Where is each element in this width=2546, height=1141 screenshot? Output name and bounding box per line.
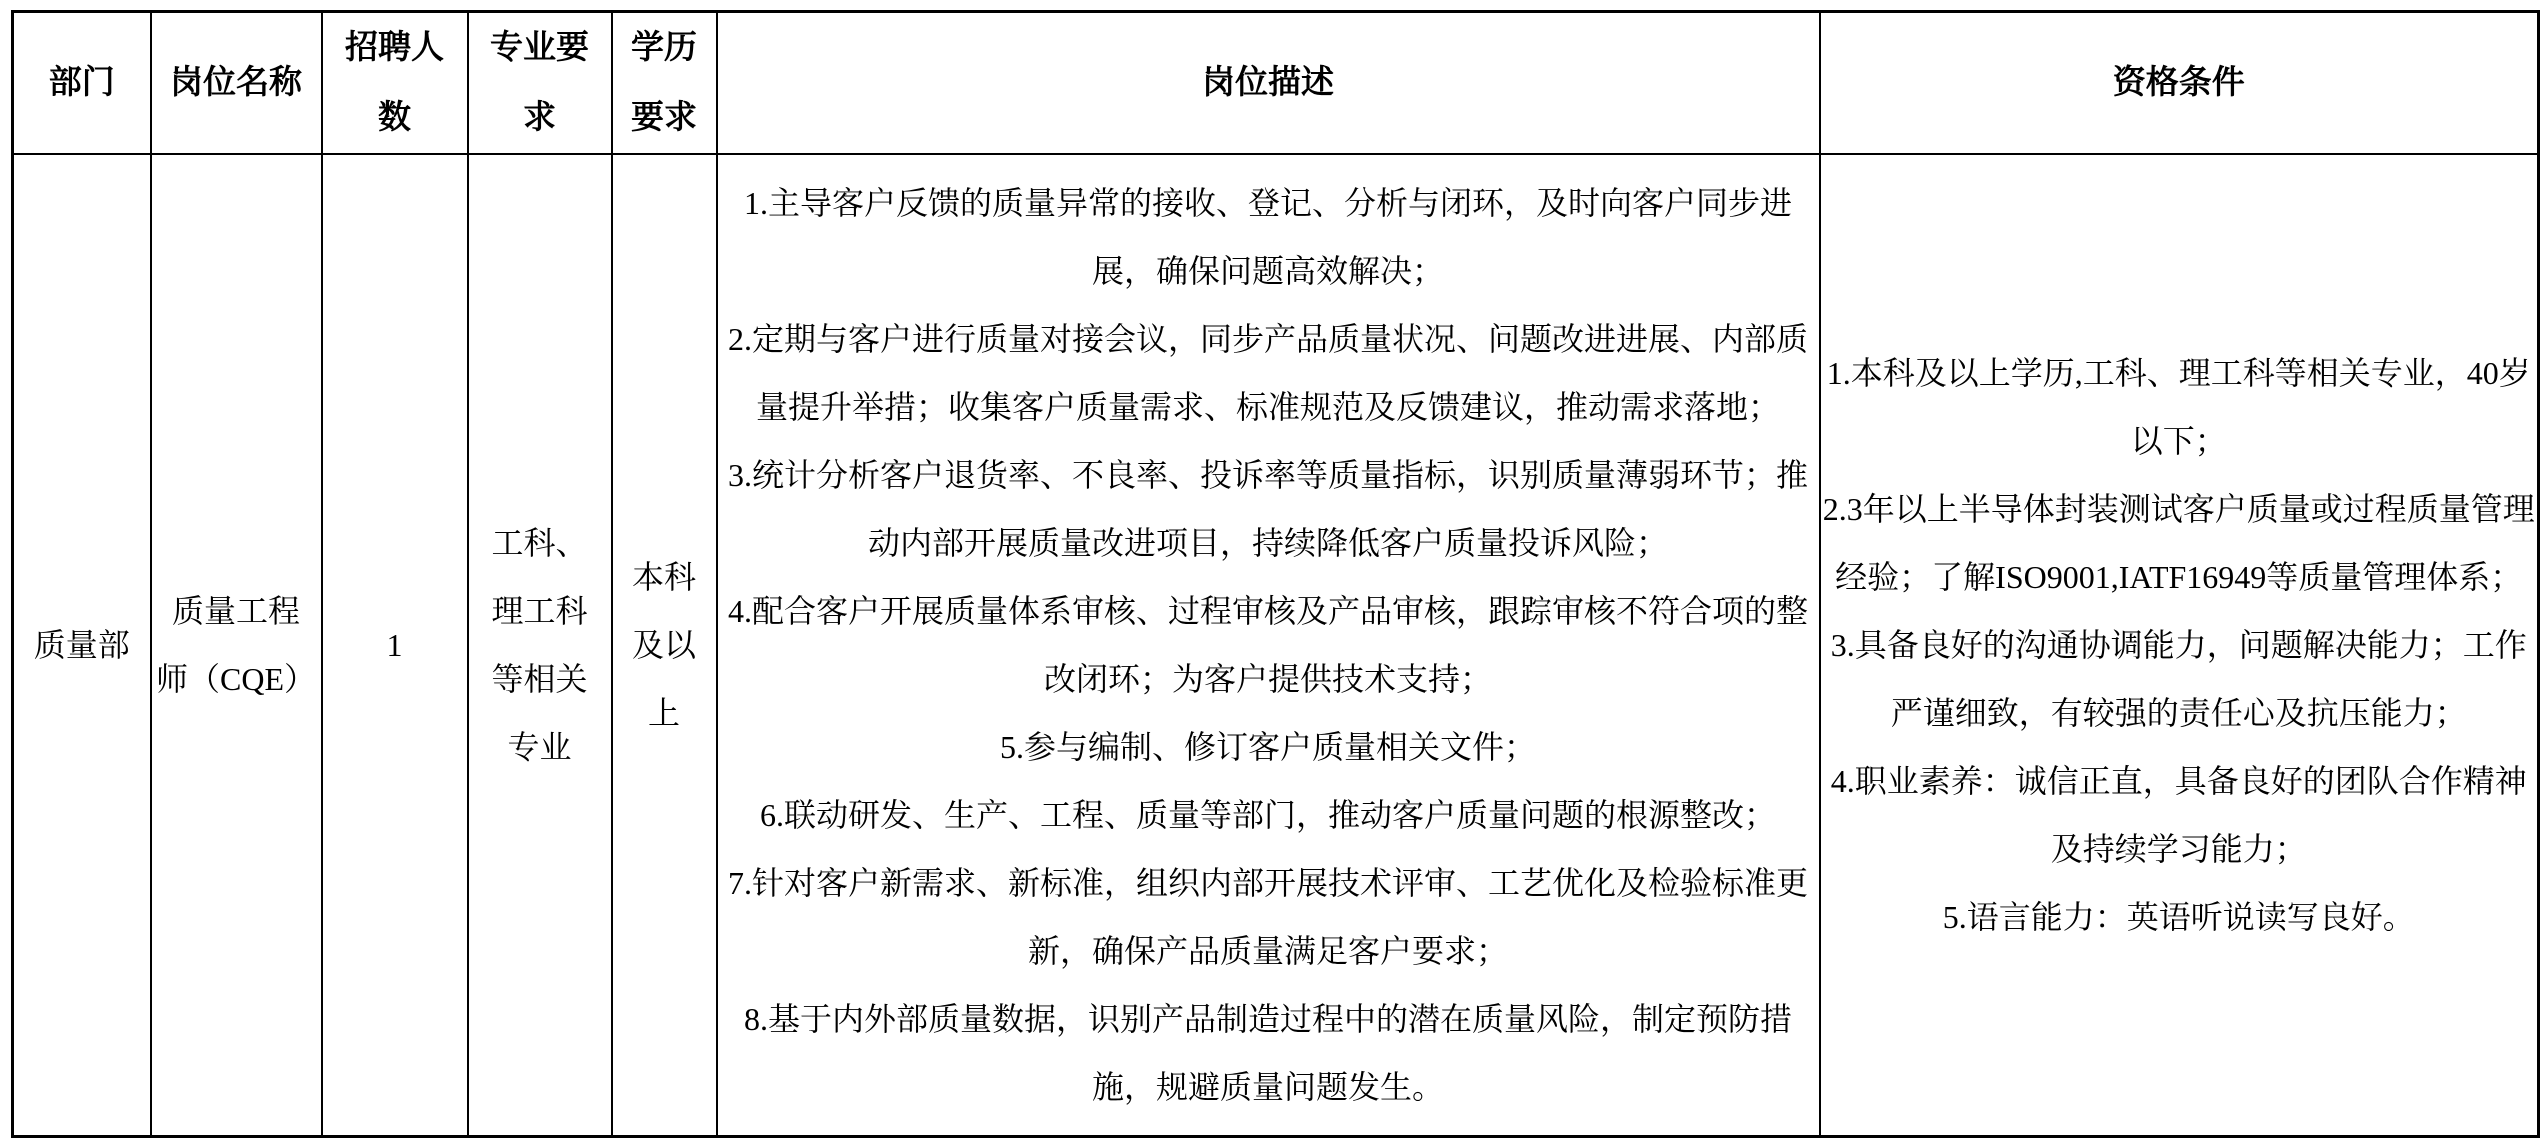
job-description-item: 6.联动研发、生产、工程、质量等部门，推动客户质量问题的根源整改；: [759, 797, 1776, 833]
job-description-item: 4.配合客户开展质量体系审核、过程审核及产品审核，跟踪审核不符合项的整改闭环；为客户提供技术支持；: [727, 593, 1808, 697]
job-description-item: 8.基于内外部质量数据，识别产品制造过程中的潜在质量风险，制定预防措施，规避质量问题发生。: [743, 1001, 1792, 1105]
header-department: [13, 12, 151, 155]
header-education: [612, 12, 717, 155]
header-education-label: 学历 要求: [631, 30, 697, 136]
recruitment-table: [11, 10, 2540, 1138]
qualification-item: 5.语言能力：英语听说读写良好。: [1942, 899, 2415, 935]
cell-qualifications: [1820, 154, 2539, 1137]
cell-department: [13, 154, 151, 1137]
cell-position: [151, 154, 322, 1137]
job-description-item: 1.主导客户反馈的质量异常的接收、登记、分析与闭环，及时向客户同步进展，确保问题高效解决；: [743, 185, 1792, 289]
qualification-item: 1.本科及以上学历,工科、理工科等相关专业，40岁以下；: [1826, 355, 2531, 459]
cell-headcount: [322, 154, 468, 1137]
job-description-item: 3.统计分析客户退货率、不良率、投诉率等质量指标，识别质量薄弱环节；推动内部开展质量改进项目，持续降低客户质量投诉风险；: [727, 457, 1808, 561]
job-description-item: 7.针对客户新需求、新标准，组织内部开展技术评审、工艺优化及检验标准更新，确保产品质量满足客户要求；: [727, 865, 1808, 969]
cell-major: [468, 154, 612, 1137]
header-job-description: [717, 12, 1820, 155]
position-value: 质量工程 师（CQE）: [155, 593, 316, 697]
header-job-description-label: 岗位描述: [1202, 65, 1334, 101]
header-department-label: 部门: [48, 65, 115, 101]
table-header-row: [13, 12, 2539, 155]
job-description-item: 2.定期与客户进行质量对接会议，同步产品质量状况、问题改进进展、内部质量提升举措；收集客户质量需求、标准规范及反馈建议，推动需求落地；: [727, 321, 1808, 425]
header-major-label: 专业要 求: [490, 30, 589, 136]
education-value: 本科 及以 上: [631, 559, 696, 731]
header-position-label: 岗位名称: [170, 65, 302, 101]
major-value: 工科、 理工科 等相关 专业: [491, 525, 588, 765]
header-qualifications: [1820, 12, 2539, 155]
cell-job-description: [717, 154, 1820, 1137]
header-headcount: [322, 12, 468, 155]
header-major: [468, 12, 612, 155]
table-row: [13, 154, 2539, 1137]
headcount-value: 1: [386, 627, 403, 663]
header-position: [151, 12, 322, 155]
header-qualifications-label: 资格条件: [2112, 65, 2245, 101]
job-description-item: 5.参与编制、修订客户质量相关文件；: [999, 729, 1536, 765]
header-headcount-label: 招聘人 数: [345, 30, 444, 136]
qualification-item: 2.3年以上半导体封装测试客户质量或过程质量管理经验；了解ISO9001,IATF16949等质量管理体系；: [1822, 491, 2535, 595]
department-value: 质量部: [33, 627, 130, 663]
cell-education: [612, 154, 717, 1137]
qualification-item: 4.职业素养：诚信正直，具备良好的团队合作精神及持续学习能力；: [1830, 763, 2527, 867]
qualification-item: 3.具备良好的沟通协调能力，问题解决能力；工作严谨细致，有较强的责任心及抗压能力；: [1830, 627, 2527, 731]
